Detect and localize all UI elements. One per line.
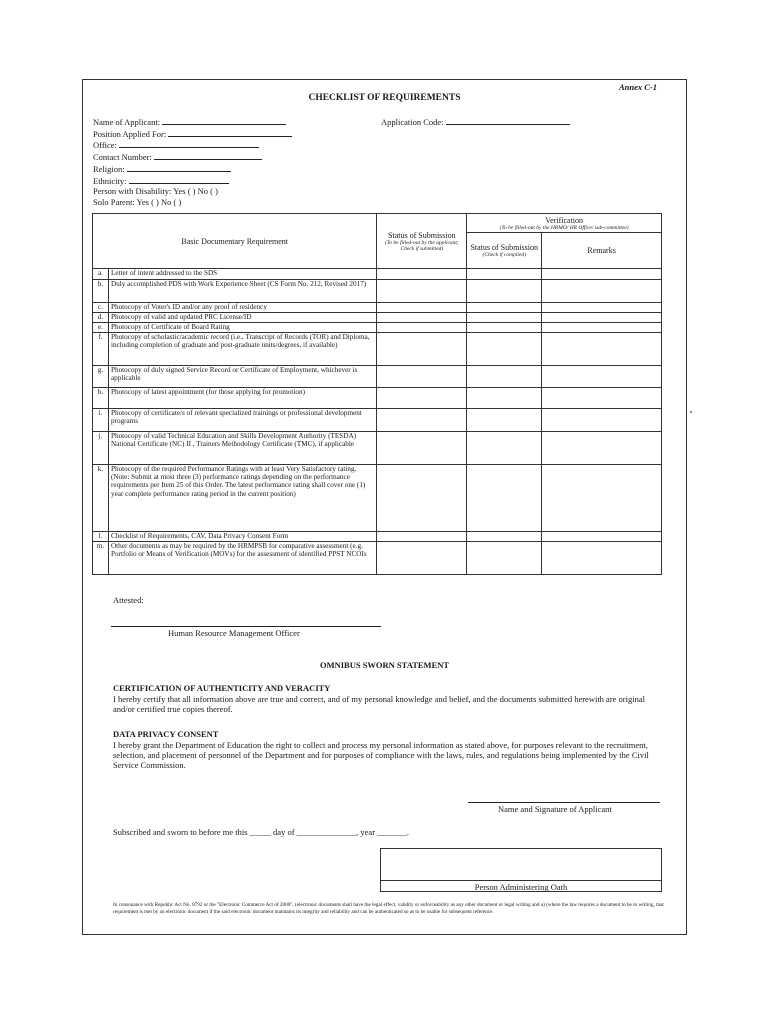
omnibus-title: OMNIBUS SWORN STATEMENT xyxy=(319,660,450,670)
remarks-cell[interactable] xyxy=(542,465,662,532)
row-requirement: Photocopy of Voter's ID and/or any proof of residency xyxy=(108,303,376,313)
row-letter: j. xyxy=(93,432,109,465)
row-letter: g. xyxy=(93,366,109,388)
status-checkbox[interactable] xyxy=(377,432,467,465)
contact-label: Contact Number: xyxy=(93,152,152,163)
table-row xyxy=(93,303,662,313)
table-row xyxy=(93,388,662,409)
name-label: Name of Applicant: xyxy=(93,117,161,127)
remarks-cell[interactable] xyxy=(542,323,662,333)
row-letter: c. xyxy=(93,303,109,313)
row-letter: f. xyxy=(93,333,109,366)
row-letter: d. xyxy=(93,313,109,323)
row-requirement: Photocopy of latest appointment (for those applying for promotion) xyxy=(108,388,376,409)
religion-label: Religion: xyxy=(93,163,125,174)
col-requirement-header: Basic Documentary Requirement xyxy=(93,214,377,269)
row-letter: a. xyxy=(93,269,109,280)
solo-parent-field[interactable]: Solo Parent: Yes ( ) No ( ) xyxy=(93,196,182,207)
privacy-title: DATA PRIVACY CONSENT xyxy=(113,729,219,739)
religion-field[interactable] xyxy=(127,163,231,172)
application-code xyxy=(381,116,570,127)
certification-title: CERTIFICATION OF AUTHENTICITY AND VERACITY xyxy=(113,683,331,693)
pwd-field[interactable]: Person with Disability: Yes ( ) No ( ) xyxy=(93,186,218,197)
status-checkbox[interactable] xyxy=(377,409,467,432)
page-title: CHECKLIST OF REQUIREMENTS xyxy=(308,93,461,103)
row-requirement: Checklist of Requirements, CAV, Data Privacy Consent Form xyxy=(108,532,376,542)
verification-checkbox[interactable] xyxy=(467,333,542,366)
oath-label: Person Administering Oath xyxy=(474,882,568,892)
verification-checkbox[interactable] xyxy=(467,313,542,323)
footnote: In consonance with Republic Act No. 8792 or the "Electronic Commerce Act of 2000", (electronic documents shall have the legal effect, validity or enforceability as any other document or legal writing and a) (where the law requires a document to be in writing, that requirement is met by an electronic document if the said electronic document maintains its integrity and reliability and can be authenticated so as to be usable for subsequent reference. xyxy=(113,902,664,915)
app-code-label: Application Code: xyxy=(381,117,444,127)
remarks-cell[interactable] xyxy=(542,388,662,409)
requirements-table xyxy=(92,213,662,575)
row-letter: m. xyxy=(93,542,109,575)
verification-checkbox[interactable] xyxy=(467,432,542,465)
verification-checkbox[interactable] xyxy=(467,409,542,432)
table-row xyxy=(93,465,662,532)
contact-field[interactable] xyxy=(154,151,262,160)
table-row xyxy=(93,532,662,542)
position-label: Position Applied For: xyxy=(93,128,167,139)
table-row xyxy=(93,409,662,432)
status-checkbox[interactable] xyxy=(377,333,467,366)
remarks-cell[interactable] xyxy=(542,366,662,388)
table-row xyxy=(93,333,662,366)
row-requirement: Photocopy of valid and updated PRC License/ID xyxy=(108,313,376,323)
oath-box[interactable] xyxy=(380,848,662,892)
row-letter: l. xyxy=(93,532,109,542)
document-page xyxy=(82,79,687,935)
status-checkbox[interactable] xyxy=(377,532,467,542)
table-row xyxy=(93,366,662,388)
table-row xyxy=(93,432,662,465)
annex-label: Annex C-1 xyxy=(618,82,657,92)
privacy-text: I hereby grant the Department of Education the right to collect and process my personal information as stated above, for purposes relevant to the recruitment, selection, and placement of personnel of the Department and for purposes of compliance with the laws, rules, and regulations being implemented by the Civil Service Commission. xyxy=(113,740,649,770)
verification-checkbox[interactable] xyxy=(467,303,542,313)
verification-checkbox[interactable] xyxy=(467,366,542,388)
remarks-cell[interactable] xyxy=(542,532,662,542)
table-row xyxy=(93,280,662,303)
remarks-cell[interactable] xyxy=(542,280,662,303)
verification-checkbox[interactable] xyxy=(467,269,542,280)
attested-label: Attested: xyxy=(113,595,144,605)
remarks-cell[interactable] xyxy=(542,432,662,465)
status-checkbox[interactable] xyxy=(377,313,467,323)
row-requirement: Other documents as may be required by the HRMPSB for comparative assessment (e.g. Portfolio or Means of Verification (MOVs) for the assessment of identified PPST NCOIs xyxy=(108,542,376,575)
requirements-body xyxy=(93,269,662,575)
table-row xyxy=(93,323,662,333)
row-requirement: Duly accomplished PDS with Work Experience Sheet (CS Form No. 212, Revised 2017) xyxy=(108,280,376,303)
verification-checkbox[interactable] xyxy=(467,542,542,575)
row-requirement: Photocopy of Certificate of Board Rating xyxy=(108,323,376,333)
row-letter: i. xyxy=(93,409,109,432)
status-checkbox[interactable] xyxy=(377,269,467,280)
verification-checkbox[interactable] xyxy=(467,465,542,532)
sworn-statement: Subscribed and sworn to before me this _____ day of ______________, year _______. xyxy=(113,827,410,837)
row-letter: h. xyxy=(93,388,109,409)
row-requirement: Photocopy of the required Performance Ratings with at least Very Satisfactory rating. (Note: Submit at most three (3) performance ratings depending on the performance requirements per Item 25 of this Order. The latest performance rating shall cover one (1) year complete performance rating period in the current position) xyxy=(108,465,376,532)
remarks-cell[interactable] xyxy=(542,333,662,366)
oath-signature-line xyxy=(381,880,661,881)
verification-checkbox[interactable] xyxy=(467,388,542,409)
table-row xyxy=(93,269,662,280)
verification-checkbox[interactable] xyxy=(467,532,542,542)
table-row xyxy=(93,313,662,323)
row-requirement: Photocopy of certificate/s of relevant specialized trainings or professional development programs xyxy=(108,409,376,432)
row-letter: k. xyxy=(93,465,109,532)
col-ver-status-header: Status of Submission (Check if complied) xyxy=(467,233,542,269)
verification-checkbox[interactable] xyxy=(467,280,542,303)
hrmo-label: Human Resource Management Officer xyxy=(168,628,300,638)
name-field[interactable] xyxy=(162,116,286,125)
hrmo-signature-line[interactable] xyxy=(111,626,381,627)
table-row xyxy=(93,542,662,575)
row-letter: e. xyxy=(93,323,109,333)
ethnicity-label: Ethnicity: xyxy=(93,175,127,186)
applicant-signature-line[interactable] xyxy=(468,802,660,803)
status-checkbox[interactable] xyxy=(377,465,467,532)
verification-checkbox[interactable] xyxy=(467,323,542,333)
office-field[interactable] xyxy=(119,139,259,148)
ethnicity-field[interactable] xyxy=(129,175,229,184)
row-requirement: Photocopy of scholastic/academic record (i.e., Transcript of Records (TOR) and Diploma, including completion of graduate and post-graduate units/degrees, if available) xyxy=(108,333,376,366)
status-checkbox[interactable] xyxy=(377,323,467,333)
remarks-cell[interactable] xyxy=(542,542,662,575)
position-field[interactable] xyxy=(168,128,292,137)
status-checkbox[interactable] xyxy=(377,303,467,313)
remarks-cell[interactable] xyxy=(542,313,662,323)
certification-text: I hereby certify that all information above are true and correct, and of my personal knowledge and belief, and the documents submitted herewith are original and/or certified true copies thereof. xyxy=(113,694,645,714)
remarks-cell[interactable] xyxy=(542,303,662,313)
remarks-cell[interactable] xyxy=(542,269,662,280)
applicant-signature-label: Name and Signature of Applicant xyxy=(498,804,612,814)
scan-speck xyxy=(690,411,692,413)
col-verification-header: Verification (To be filled-out by the HRMO/ HR Office/ sub-committee) xyxy=(467,214,662,233)
applicant-info xyxy=(93,116,292,208)
status-checkbox[interactable] xyxy=(377,542,467,575)
status-checkbox[interactable] xyxy=(377,366,467,388)
status-checkbox[interactable] xyxy=(377,280,467,303)
row-requirement: Letter of intent addressed to the SDS xyxy=(108,269,376,280)
row-letter: b. xyxy=(93,280,109,303)
remarks-cell[interactable] xyxy=(542,409,662,432)
col-remarks-header: Remarks xyxy=(542,233,662,269)
row-requirement: Photocopy of valid Technical Education and Skills Development Authority (TESDA) National Certificate (NC) II , Trainers Methodology Certificate (TMC), if applicable xyxy=(108,432,376,465)
app-code-field[interactable] xyxy=(446,116,570,125)
status-checkbox[interactable] xyxy=(377,388,467,409)
office-label: Office: xyxy=(93,140,117,151)
row-requirement: Photocopy of duly signed Service Record or Certificate of Employment, whichever is applicable xyxy=(108,366,376,388)
col-status-header: Status of Submission (To be filled-out by the applicant; Check if submitted) xyxy=(377,214,467,269)
